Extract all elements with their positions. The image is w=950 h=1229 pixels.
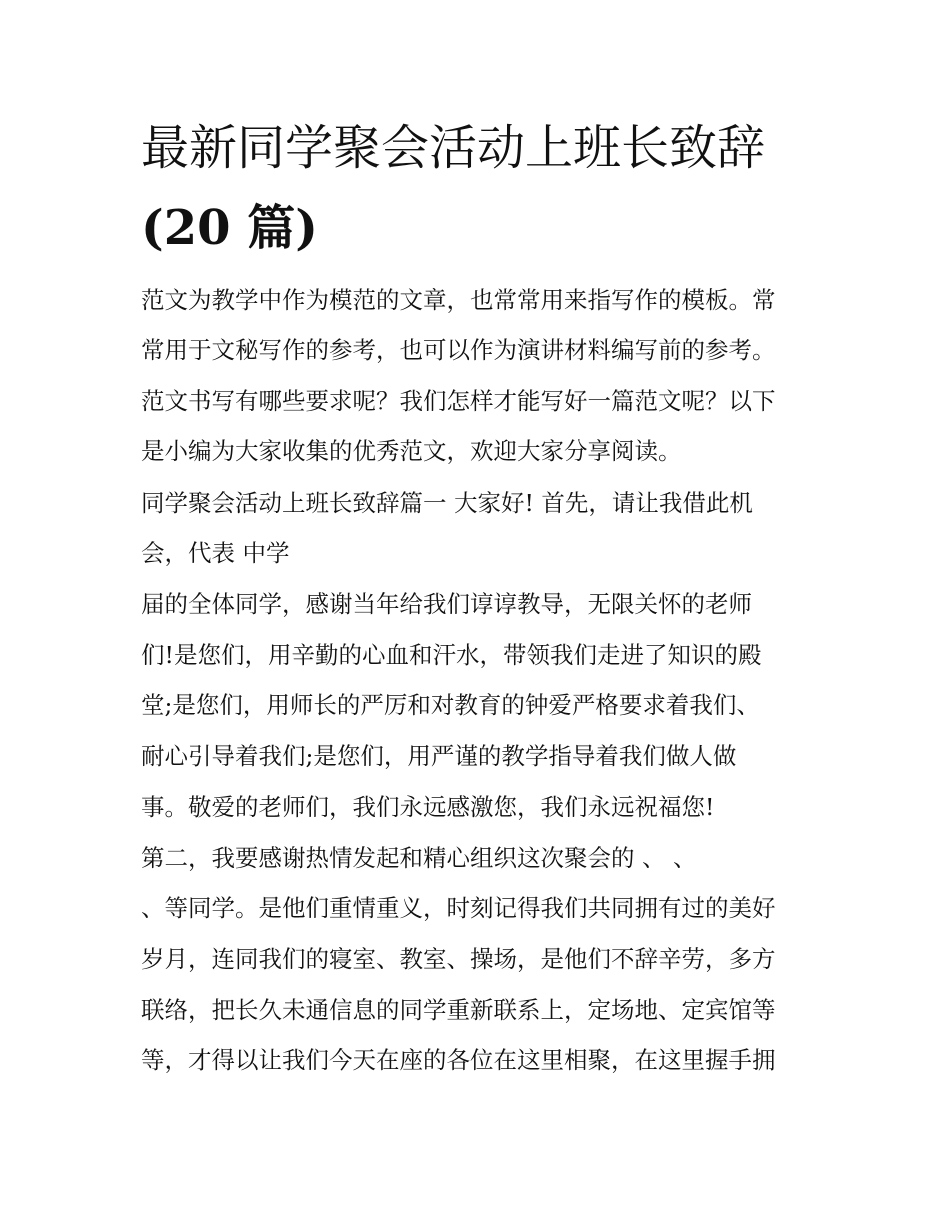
body-line: 是小编为大家收集的优秀范文，欢迎大家分享阅读。: [141, 437, 682, 465]
body-line: 事。敬爱的老师们，我们永远感激您，我们永远祝福您!: [141, 793, 715, 821]
body-line: 常用于文秘写作的参考，也可以作为演讲材料编写前的参考。: [141, 336, 776, 364]
body-line: 等，才得以让我们今天在座的各位在这里相聚，在这里握手拥: [141, 1046, 776, 1074]
body-line: 岁月，连同我们的寝室、教室、操场，是他们不辞辛劳，多方: [141, 945, 776, 973]
body-line: 范文为教学中作为模范的文章，也常常用来指写作的模板。常: [141, 286, 776, 314]
body-line: 们!是您们，用辛勤的心血和汗水，带领我们走进了知识的殿: [141, 641, 762, 669]
body-line: 第二，我要感谢热情发起和精心组织这次聚会的 、 、: [141, 844, 697, 872]
body-line: 届的全体同学，感谢当年给我们谆谆教导，无限关怀的老师: [141, 590, 752, 618]
body-line: 联络，把长久未通信息的同学重新联系上，定场地、定宾馆等: [141, 996, 776, 1024]
body-line: 、等同学。是他们重情重义，时刻记得我们共同拥有过的美好: [141, 894, 776, 922]
body-line: 会，代表 中学: [141, 539, 290, 567]
body-line: 同学聚会活动上班长致辞篇一 大家好! 首先，请让我借此机: [141, 489, 753, 517]
body-line: 耐心引导着我们;是您们，用严谨的教学指导着我们做人做: [141, 742, 737, 770]
body-line: 范文书写有哪些要求呢？我们怎样才能写好一篇范文呢？以下: [141, 387, 776, 415]
document-title-line-1: 最新同学聚会活动上班长致辞: [141, 120, 766, 176]
body-line: 堂;是您们，用师长的严厉和对教育的钟爱严格要求着我们、: [141, 691, 760, 719]
document-title-line-2: (20 篇): [141, 200, 318, 256]
